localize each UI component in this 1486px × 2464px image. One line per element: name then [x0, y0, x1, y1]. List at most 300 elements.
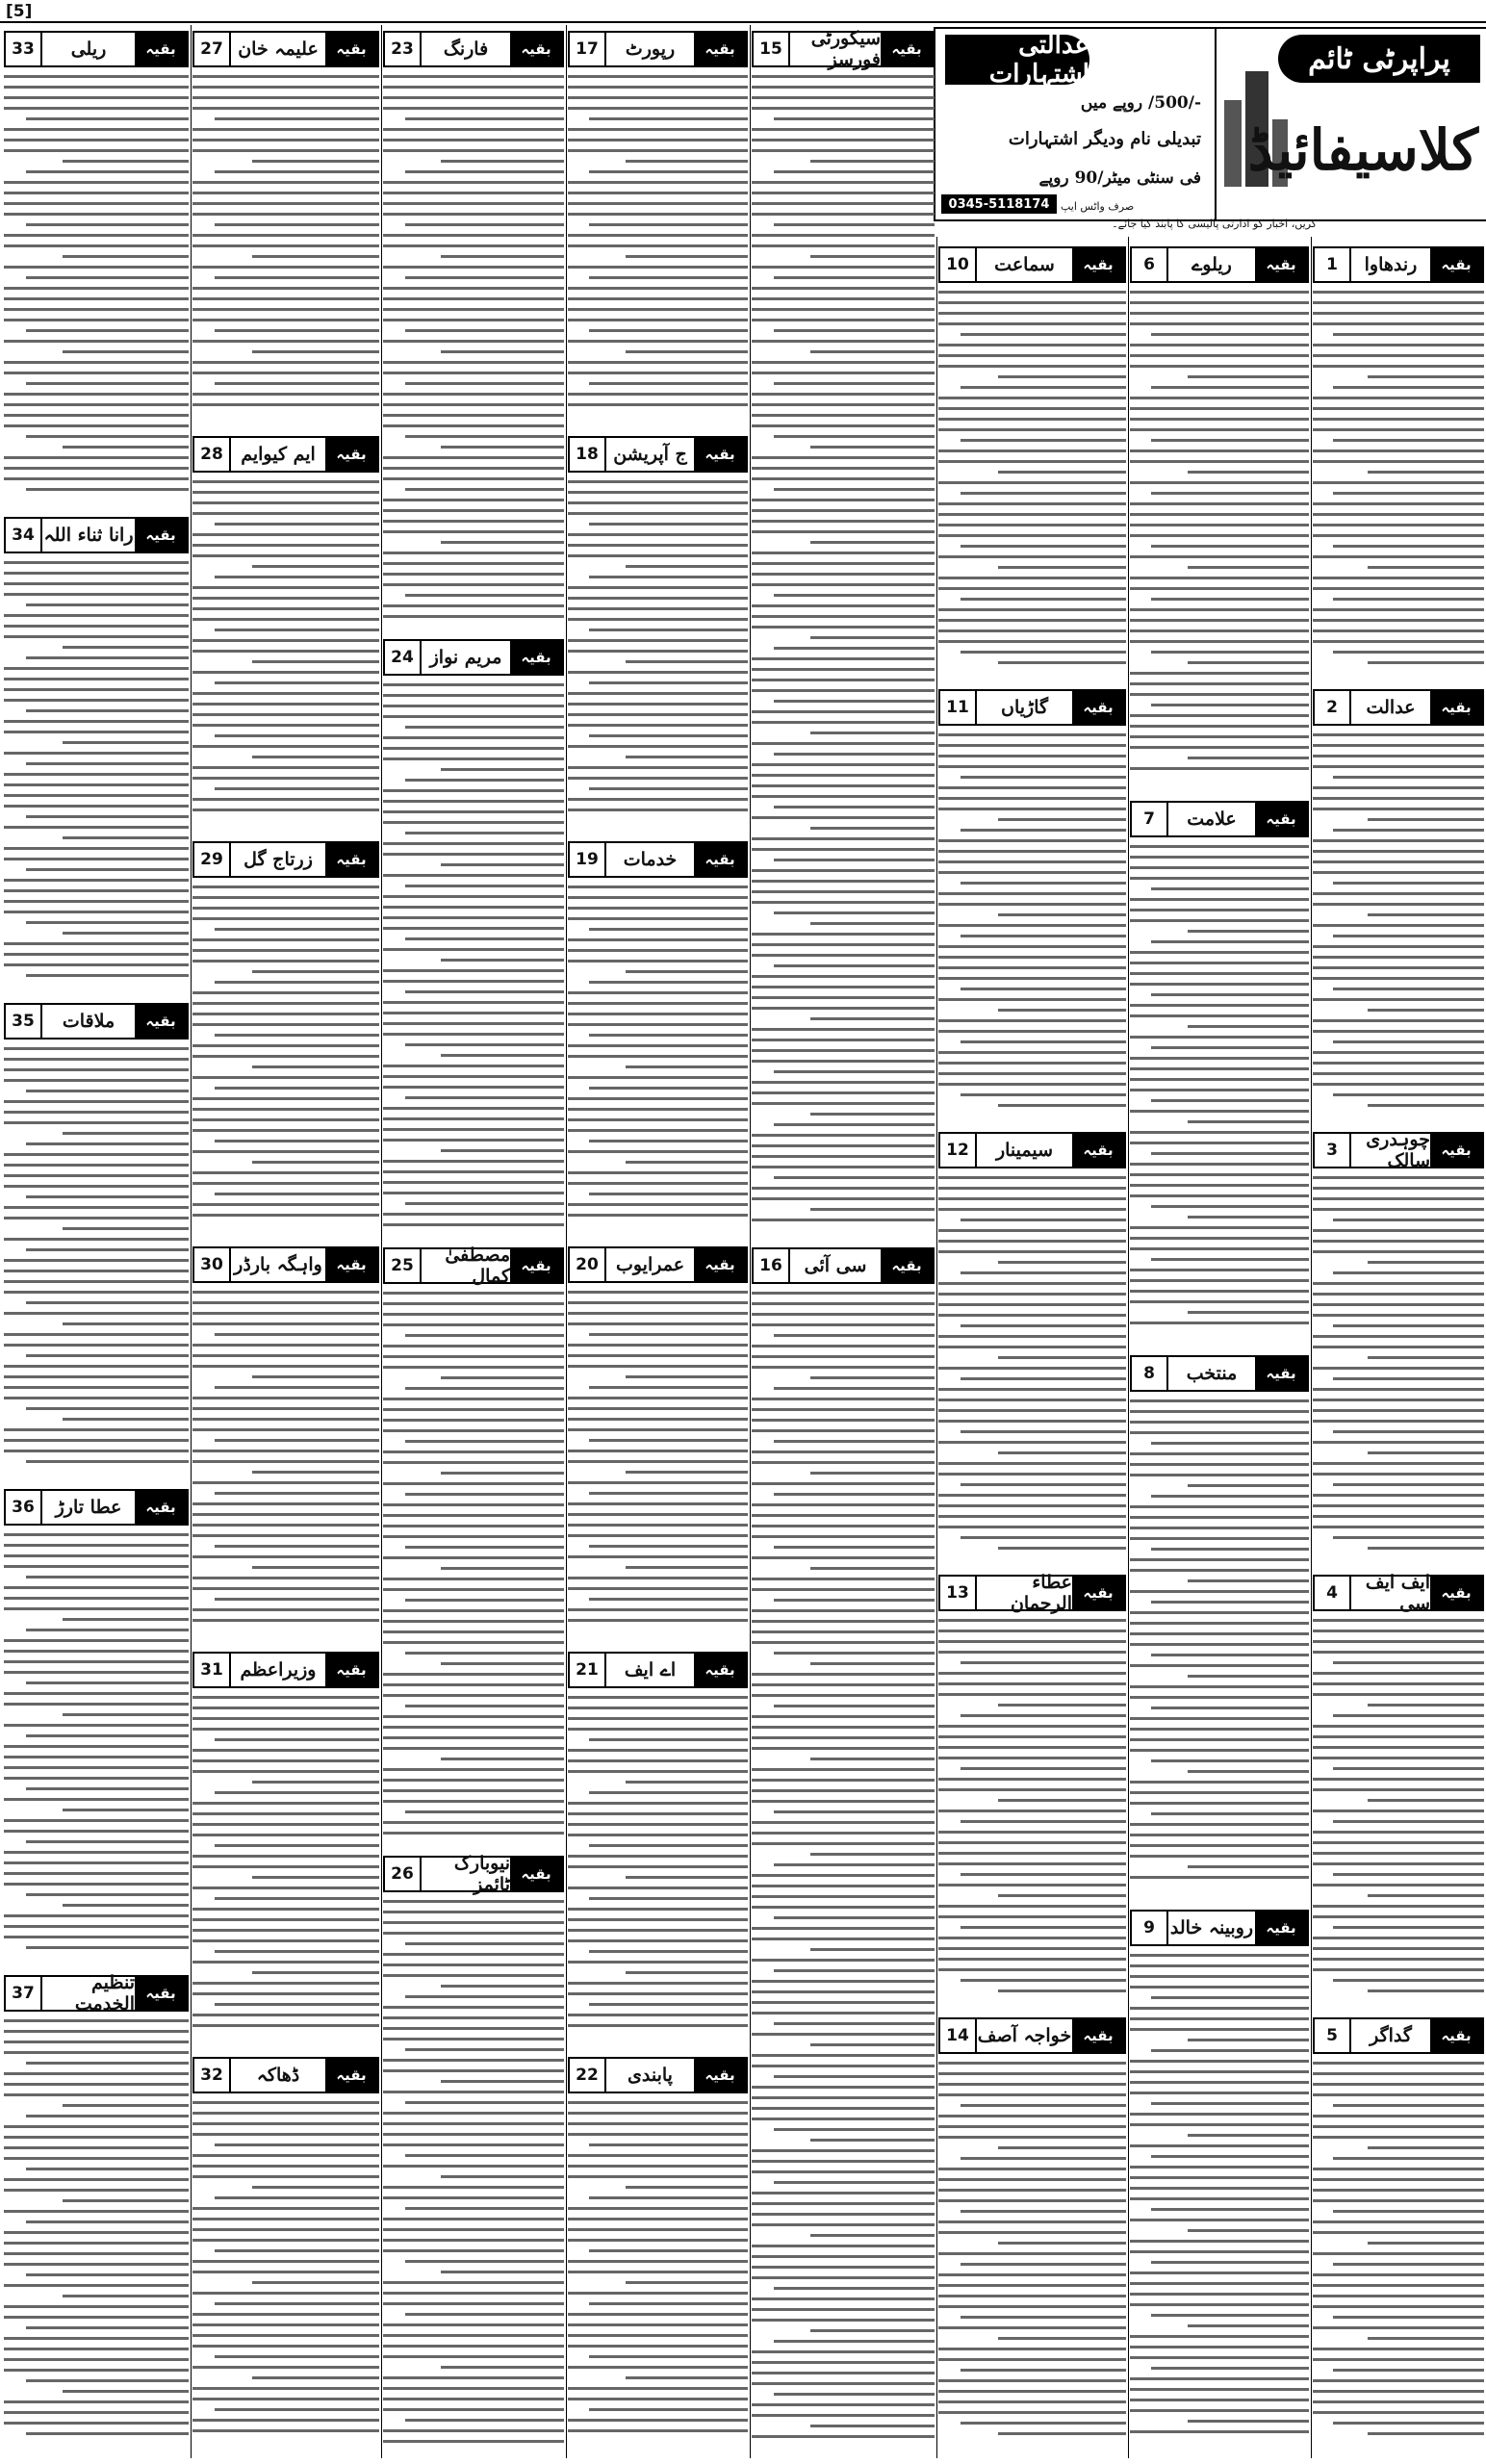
text-line — [752, 1345, 935, 1348]
text-line — [938, 1841, 1126, 1844]
text-line — [810, 1662, 935, 1665]
continuation-header — [4, 1489, 189, 1526]
text-line — [1188, 1770, 1309, 1773]
text-line — [192, 1696, 379, 1699]
text-line — [192, 2112, 379, 2115]
text-line — [4, 2051, 189, 2054]
text-line — [383, 1022, 564, 1025]
text-line — [752, 975, 935, 978]
continuation-number: 29 — [194, 843, 231, 876]
text-line — [192, 2122, 379, 2125]
text-line — [383, 1715, 564, 1718]
text-line — [1313, 903, 1484, 906]
text-line — [626, 1876, 748, 1879]
text-line — [568, 213, 748, 216]
text-line — [4, 297, 189, 300]
text-line — [192, 1312, 379, 1315]
text-line — [1188, 1579, 1309, 1582]
text-line — [383, 2133, 564, 2136]
text-line — [1188, 757, 1309, 759]
text-line — [252, 1781, 379, 1784]
continuation-block — [938, 2012, 1126, 2454]
text-line — [752, 1736, 935, 1739]
text-line — [1130, 418, 1309, 421]
text-line — [383, 1313, 564, 1316]
text-line — [4, 1206, 189, 1209]
text-line — [252, 565, 379, 568]
text-line — [938, 1630, 1126, 1632]
text-line — [938, 2284, 1126, 2287]
text-line — [1313, 1229, 1484, 1232]
text-line — [252, 160, 379, 163]
text-line — [589, 2196, 748, 2199]
continuation-header — [383, 1853, 564, 1895]
text-line — [1130, 856, 1309, 859]
text-line — [4, 1121, 189, 1124]
continuation-number: 31 — [194, 1654, 231, 1686]
text-line — [383, 1366, 564, 1369]
text-line — [938, 1473, 1126, 1476]
text-line — [192, 361, 379, 364]
text-line — [752, 689, 935, 692]
text-line — [568, 287, 748, 290]
text-line — [383, 1065, 564, 1067]
news-column — [568, 25, 748, 2458]
text-line — [4, 1533, 189, 1536]
text-line — [1130, 1749, 1309, 1752]
text-line — [383, 1779, 564, 1782]
text-line — [1313, 2083, 1484, 2086]
text-line — [1368, 2146, 1484, 2149]
text-line — [192, 340, 379, 343]
continuation-tab: بقیہ — [1255, 803, 1307, 835]
text-line — [568, 1555, 748, 1558]
text-line — [1130, 2240, 1309, 2243]
text-line — [1313, 322, 1484, 325]
text-line — [938, 2115, 1126, 2118]
text-line — [568, 703, 748, 706]
article-text — [568, 1291, 748, 1622]
text-line — [4, 2157, 189, 2160]
text-line — [4, 1185, 189, 1188]
text-line — [961, 386, 1126, 389]
text-line — [568, 149, 748, 152]
text-line — [192, 2154, 379, 2157]
text-line — [1130, 534, 1309, 537]
text-line — [192, 393, 379, 396]
text-line — [938, 903, 1126, 906]
text-line — [568, 1428, 748, 1431]
text-line — [752, 2276, 935, 2279]
text-line — [1130, 2176, 1309, 2179]
text-line — [568, 1696, 748, 1699]
text-line — [192, 372, 379, 374]
text-line — [4, 614, 189, 617]
text-line — [568, 1855, 748, 1858]
text-line — [961, 988, 1126, 990]
continuation-title: ڈھاکہ — [256, 2065, 300, 2086]
text-line — [568, 2175, 748, 2178]
continuation-tab: بقیہ — [881, 1249, 933, 1282]
text-line — [1130, 2356, 1309, 2359]
text-line — [1333, 492, 1484, 495]
text-line — [568, 244, 748, 247]
text-line — [215, 1034, 379, 1037]
text-line — [1130, 1474, 1309, 1476]
text-line — [26, 276, 189, 279]
column-divider — [750, 25, 751, 2458]
text-line — [383, 1503, 564, 1506]
text-line — [752, 1197, 935, 1200]
text-line — [752, 308, 935, 311]
text-line — [938, 1462, 1126, 1465]
text-line — [938, 1852, 1126, 1855]
text-line — [752, 2096, 935, 2099]
text-line — [63, 446, 189, 449]
text-line — [568, 192, 748, 194]
text-line — [4, 1428, 189, 1431]
text-line — [810, 1758, 935, 1760]
text-line — [4, 699, 189, 702]
text-line — [568, 2313, 748, 2316]
text-line — [774, 1652, 935, 1655]
text-line — [961, 1430, 1126, 1433]
text-line — [215, 223, 379, 226]
text-line — [938, 850, 1126, 853]
text-line — [1313, 619, 1484, 622]
text-line — [1130, 1964, 1309, 1967]
text-line — [383, 1694, 564, 1697]
text-line — [938, 1388, 1126, 1391]
text-line — [405, 1387, 564, 1390]
article-text — [383, 75, 564, 618]
text-line — [4, 572, 189, 575]
text-line — [1130, 629, 1309, 632]
text-line — [1130, 1173, 1309, 1176]
article-text — [568, 1696, 748, 2027]
text-line — [938, 1303, 1126, 1306]
text-line — [383, 2281, 564, 2284]
text-line — [589, 329, 748, 332]
continuation-block — [383, 1850, 564, 2458]
text-line — [4, 1111, 189, 1114]
text-line — [192, 139, 379, 141]
continuation-block — [568, 835, 748, 1241]
text-line — [589, 117, 748, 120]
text-line — [4, 2093, 189, 2096]
text-line — [1130, 2293, 1309, 2296]
text-line — [192, 586, 379, 589]
continuation-header — [1130, 801, 1309, 837]
article-text — [4, 1533, 189, 1949]
text-line — [938, 1176, 1126, 1179]
text-line — [383, 1578, 564, 1580]
text-line — [626, 2376, 748, 2379]
text-line — [626, 255, 748, 258]
text-line — [568, 96, 748, 99]
text-line — [4, 467, 189, 470]
text-line — [752, 319, 935, 321]
text-line — [192, 938, 379, 941]
text-line — [752, 1081, 935, 1084]
text-line — [568, 1502, 748, 1505]
text-line — [568, 2165, 748, 2168]
text-line — [4, 1692, 189, 1695]
text-line — [1313, 966, 1484, 969]
text-line — [938, 1083, 1126, 1086]
text-line — [4, 96, 189, 99]
brand-panel — [1215, 29, 1486, 219]
text-line — [1313, 1630, 1484, 1632]
text-line — [405, 1043, 564, 1046]
text-line — [4, 2422, 189, 2425]
text-line — [774, 806, 935, 808]
text-line — [1368, 661, 1484, 664]
continuation-number: 24 — [385, 641, 422, 674]
text-line — [752, 1578, 935, 1580]
news-column — [752, 25, 935, 2458]
text-line — [961, 882, 1126, 885]
text-line — [383, 192, 564, 194]
continuation-title: سیکورٹی فورسز — [810, 28, 881, 70]
text-line — [26, 1301, 189, 1304]
text-line — [405, 382, 564, 385]
text-line — [752, 1620, 935, 1623]
text-line — [1313, 1208, 1484, 1211]
text-line — [774, 594, 935, 597]
text-line — [1130, 962, 1309, 964]
text-line — [63, 160, 189, 163]
text-line — [568, 960, 748, 962]
text-line — [383, 2376, 564, 2379]
text-line — [192, 192, 379, 194]
text-line — [192, 107, 379, 110]
text-line — [215, 1738, 379, 1741]
text-line — [1313, 1905, 1484, 1908]
text-line — [998, 1009, 1126, 1012]
continuation-tab: بقیہ — [325, 438, 377, 471]
text-line — [383, 683, 564, 686]
text-line — [752, 816, 935, 819]
text-line — [938, 2379, 1126, 2382]
text-line — [1333, 2263, 1484, 2266]
text-line — [938, 2231, 1126, 2234]
text-line — [405, 435, 564, 438]
text-line — [1313, 524, 1484, 526]
text-line — [752, 244, 935, 247]
text-line — [1313, 2252, 1484, 2255]
text-line — [752, 1187, 935, 1190]
text-line — [383, 1139, 564, 1142]
text-line — [810, 1948, 935, 1951]
text-line — [568, 2323, 748, 2326]
continuation-block — [192, 1241, 379, 1646]
text-line — [192, 86, 379, 89]
text-line — [752, 1292, 935, 1295]
text-line — [568, 798, 748, 801]
text-line — [1130, 2346, 1309, 2348]
text-line — [774, 2022, 935, 2025]
text-line — [383, 980, 564, 983]
text-line — [998, 1799, 1126, 1802]
text-line — [568, 650, 748, 653]
text-line — [1130, 1781, 1309, 1784]
text-line — [938, 428, 1126, 431]
text-line — [1313, 1176, 1484, 1179]
text-line — [441, 1567, 564, 1570]
text-line — [1313, 1852, 1484, 1855]
text-line — [1130, 1410, 1309, 1413]
text-line — [192, 2429, 379, 2432]
text-line — [441, 863, 564, 866]
text-line — [1313, 1420, 1484, 1423]
text-line — [192, 234, 379, 237]
text-line — [26, 329, 189, 332]
text-line — [752, 721, 935, 724]
text-line — [626, 1781, 748, 1784]
text-line — [405, 1705, 564, 1707]
text-line — [192, 2101, 379, 2104]
text-line — [568, 607, 748, 610]
text-line — [383, 694, 564, 697]
text-line — [626, 970, 748, 973]
text-line — [938, 1282, 1126, 1285]
text-line — [4, 773, 189, 776]
text-line — [383, 1821, 564, 1824]
article-text — [752, 1292, 935, 2438]
text-line — [63, 255, 189, 258]
text-line — [998, 1261, 1126, 1264]
text-line — [383, 75, 564, 78]
text-line — [1368, 566, 1484, 569]
text-line — [1130, 322, 1309, 325]
text-line — [774, 488, 935, 491]
text-line — [961, 1377, 1126, 1380]
continuation-header — [938, 1572, 1126, 1614]
text-line — [1130, 1823, 1309, 1826]
text-line — [568, 533, 748, 536]
text-line — [752, 2170, 935, 2173]
text-line — [215, 928, 379, 931]
text-line — [1313, 291, 1484, 294]
text-line — [215, 1897, 379, 1900]
continuation-number: 20 — [570, 1248, 606, 1281]
text-line — [1333, 1271, 1484, 1274]
text-line — [1313, 1831, 1484, 1834]
continuation-number: 32 — [194, 2059, 231, 2092]
text-line — [1130, 1163, 1309, 1166]
text-line — [383, 128, 564, 131]
text-line — [938, 1208, 1126, 1211]
text-line — [1313, 2136, 1484, 2139]
text-line — [4, 340, 189, 343]
text-line — [4, 2252, 189, 2255]
text-line — [752, 1832, 935, 1835]
text-line — [568, 340, 748, 343]
text-line — [1130, 2113, 1309, 2116]
continuation-title: منتخب — [1186, 1363, 1238, 1384]
text-line — [1313, 449, 1484, 452]
text-line — [1130, 1696, 1309, 1699]
text-line — [1151, 2049, 1309, 2052]
text-line — [215, 1844, 379, 1847]
article-text — [1130, 1399, 1309, 1879]
text-line — [383, 969, 564, 972]
continuation-title: زرتاج گل — [243, 849, 313, 870]
text-line — [1130, 1226, 1309, 1229]
text-line — [752, 340, 935, 343]
text-line — [4, 244, 189, 247]
text-line — [215, 276, 379, 279]
continuation-block — [752, 1242, 935, 2458]
phone-number: 0345-5118174 — [941, 194, 1057, 214]
continuation-header — [1313, 1572, 1484, 1614]
text-line — [1333, 2316, 1484, 2319]
text-line — [752, 2086, 935, 2089]
continuation-number: 27 — [194, 33, 231, 65]
text-line — [1130, 2007, 1309, 2010]
text-line — [383, 1974, 564, 1977]
text-line — [4, 1766, 189, 1769]
text-line — [998, 2242, 1126, 2245]
text-line — [405, 2313, 564, 2316]
classified-ad-box — [934, 27, 1486, 221]
text-line — [774, 1916, 935, 1919]
text-line — [192, 2334, 379, 2337]
text-line — [1130, 1131, 1309, 1134]
text-line — [568, 480, 748, 483]
continuation-title: ایف ایف سی — [1365, 1572, 1430, 1614]
text-line — [1151, 1205, 1309, 1208]
text-line — [252, 1876, 379, 1879]
text-line — [1130, 1089, 1309, 1091]
text-line — [961, 1873, 1126, 1876]
text-line — [4, 1777, 189, 1780]
text-line — [1313, 1788, 1484, 1791]
text-line — [1313, 2295, 1484, 2297]
text-line — [383, 509, 564, 512]
text-line — [1130, 1986, 1309, 1989]
text-line — [441, 1662, 564, 1665]
text-line — [4, 1291, 189, 1294]
text-line — [4, 2316, 189, 2319]
text-line — [1313, 1937, 1484, 1939]
text-line — [568, 1759, 748, 1762]
text-line — [568, 139, 748, 141]
text-line — [568, 1118, 748, 1121]
text-line — [405, 594, 564, 597]
text-line — [1130, 909, 1309, 911]
text-line — [1130, 919, 1309, 922]
text-line — [752, 1166, 935, 1168]
text-line — [215, 1598, 379, 1601]
text-line — [938, 1504, 1126, 1507]
text-line — [568, 128, 748, 131]
text-line — [383, 1450, 564, 1453]
text-line — [383, 530, 564, 533]
text-line — [1130, 972, 1309, 975]
text-line — [752, 1789, 935, 1792]
text-line — [938, 502, 1126, 505]
continuation-tab: بقیہ — [1255, 1912, 1307, 1944]
text-line — [589, 1950, 748, 1953]
text-line — [938, 397, 1126, 399]
text-line — [1313, 1441, 1484, 1444]
text-line — [1333, 2157, 1484, 2160]
text-line — [589, 1545, 748, 1548]
text-line — [192, 491, 379, 494]
text-line — [4, 1554, 189, 1557]
